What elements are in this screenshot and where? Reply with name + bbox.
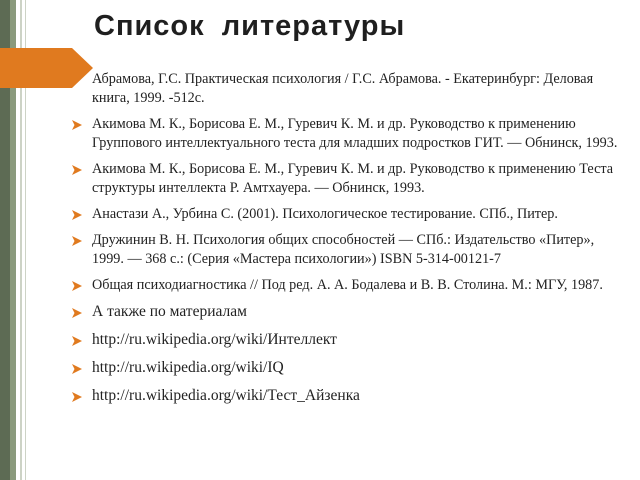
list-item (72, 70, 620, 108)
list-item (72, 276, 620, 295)
bullet-arrow-icon (72, 308, 82, 318)
bullet-arrow-icon (72, 236, 82, 246)
list-item-text: http://ru.wikipedia.org/wiki/IQ (92, 359, 284, 376)
list-item (72, 386, 620, 406)
bullet-arrow-icon (72, 120, 82, 130)
list-item-text: Акимова М. К., Борисова Е. М., Гуревич К. М. и др. Руководство к применению Теста структуры интеллекта Р. Амтхауера. — Обнинск, 1993. (92, 161, 614, 196)
list-item-text: А также по материалам (92, 303, 247, 320)
bullet-arrow-icon (72, 364, 82, 374)
list-item (72, 330, 620, 350)
bullet-arrow-icon (72, 392, 82, 402)
list-item (72, 115, 620, 153)
list-item-text: http://ru.wikipedia.org/wiki/Интеллект (92, 331, 337, 348)
list-item-text: Анастази А., Урбина С. (2001). Психологическое тестирование. СПб., Питер. (92, 206, 558, 222)
list-item-text: Дружинин В. Н. Психология общих способностей — СПб.: Издательство «Питер», 1999. — 368 с.: (Серия «Мастера психологии») ISBN 5-314-00121-7 (92, 232, 595, 267)
list-item-text: Общая психодиагностика // Под ред. А. А. Бодалева и В. В. Столина. М.: МГУ, 1987. (92, 277, 603, 293)
bibliography-list (72, 70, 620, 414)
bullet-arrow-icon (72, 281, 82, 291)
bullet-arrow-icon (72, 336, 82, 346)
list-item (72, 302, 620, 322)
bullet-arrow-icon (72, 165, 82, 175)
page-title: Список литературы (94, 10, 406, 42)
list-item (72, 160, 620, 198)
bullet-arrow-icon (72, 210, 82, 220)
list-item-text: Акимова М. К., Борисова Е. М., Гуревич К. М. и др. Руководство к применению Группового интеллектуального теста для младших подростков ГИТ. — Обнинск, 1993. (92, 116, 618, 151)
list-item-text: Абрамова, Г.С. Практическая психология / Г.С. Абрамова. - Екатеринбург: Деловая книга, 1999. -512с. (92, 71, 594, 106)
list-item (72, 358, 620, 378)
list-item (72, 231, 620, 269)
list-item-text: http://ru.wikipedia.org/wiki/Тест_Айзенка (92, 387, 360, 404)
list-item (72, 205, 620, 224)
